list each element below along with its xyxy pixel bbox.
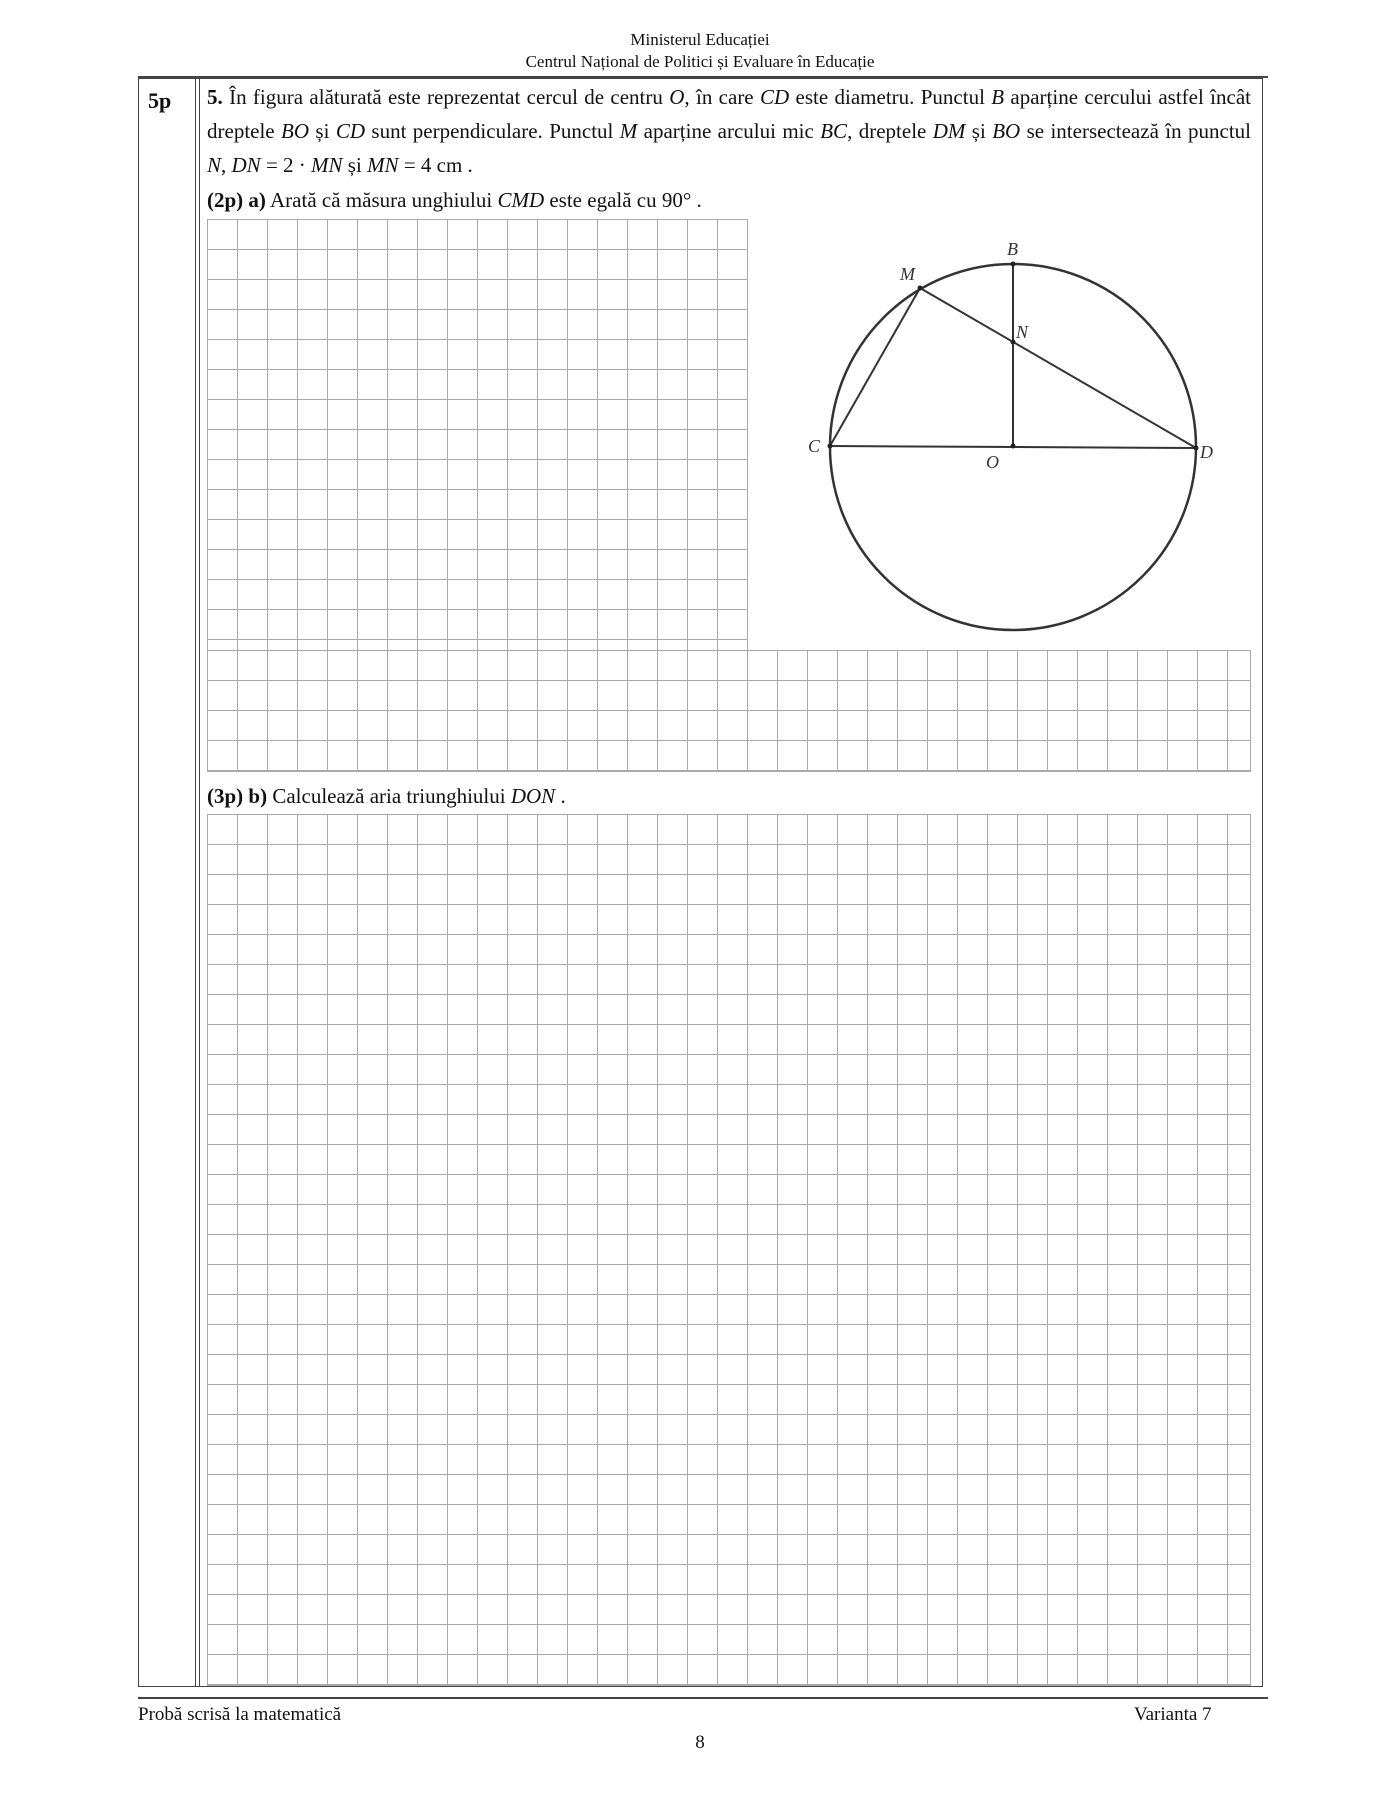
statement-text: se intersectează în punctul xyxy=(1020,119,1251,143)
question-a-label: (2p) a) xyxy=(207,188,266,212)
statement-text: și xyxy=(309,119,336,143)
footer-variant: Varianta 7 xyxy=(1134,1704,1212,1725)
statement-text: aparține cercului astfel încât dreptele xyxy=(207,85,1251,143)
math-symbol: CD xyxy=(759,85,790,109)
statement-text: , dreptele xyxy=(847,119,933,143)
label-b: B xyxy=(1007,239,1018,259)
math-symbol: CD xyxy=(335,119,365,143)
statement-text: sunt perpendiculare. Punctul xyxy=(365,119,620,143)
math-symbol: DM xyxy=(932,119,966,143)
problem-text xyxy=(207,85,1251,177)
label-m: M xyxy=(900,264,915,284)
statement-text: și xyxy=(965,119,993,143)
problem-statement xyxy=(207,80,1251,182)
center-header: Centrul Național de Politici și Evaluare în Educație xyxy=(525,52,875,71)
math-symbol: O xyxy=(669,85,685,109)
math-symbol: BO xyxy=(992,119,1021,143)
column-divider xyxy=(195,78,196,1687)
point-d xyxy=(1194,446,1199,451)
math-symbol: BO xyxy=(281,119,310,143)
statement-text: , în care xyxy=(684,85,760,109)
statement-text: este diametru. Punctul xyxy=(789,85,992,109)
ministry-header: Ministerul Educației xyxy=(630,30,770,49)
statement-text: = 2 · xyxy=(260,153,312,177)
label-o: O xyxy=(986,452,999,472)
question-b-math: DON xyxy=(510,784,556,808)
math-symbol: B xyxy=(991,85,1005,109)
statement-text: = 4 cm . xyxy=(398,153,473,177)
label-c: C xyxy=(808,436,821,456)
circle-figure xyxy=(790,230,1260,650)
label-d: D xyxy=(1200,442,1213,462)
math-symbol: MN xyxy=(311,153,343,177)
question-b-tail: . xyxy=(555,784,566,808)
point-b xyxy=(1011,262,1016,267)
statement-text: aparține arcului mic xyxy=(637,119,821,143)
page-number: 8 xyxy=(695,1732,705,1753)
math-symbol: M xyxy=(619,119,638,143)
point-o xyxy=(1011,444,1016,449)
point-c xyxy=(828,444,833,449)
question-b-text: Calculează aria triunghiului xyxy=(267,784,511,808)
column-divider-inner xyxy=(199,78,200,1687)
question-a-text: Arată că măsura unghiului xyxy=(265,188,498,212)
segment-md xyxy=(920,288,1196,448)
answer-grid-b[interactable] xyxy=(207,814,1251,1686)
question-a-tail: este egală cu 90° . xyxy=(544,188,702,212)
point-m xyxy=(918,286,923,291)
problem-number: 5. xyxy=(207,85,223,109)
question-b xyxy=(207,784,566,809)
answer-grid-a-lower[interactable] xyxy=(207,650,1251,772)
statement-text: , xyxy=(221,153,232,177)
footer-subject: Probă scrisă la matematică xyxy=(138,1704,342,1725)
question-a xyxy=(207,188,702,213)
math-symbol: BC xyxy=(820,119,848,143)
points-label: 5p xyxy=(148,88,172,113)
point-n xyxy=(1011,340,1016,345)
label-n: N xyxy=(1016,322,1029,342)
statement-text: și xyxy=(342,153,368,177)
question-a-math: CMD xyxy=(497,188,545,212)
bottom-rule xyxy=(138,1697,1268,1699)
answer-grid-a-upper[interactable] xyxy=(207,219,748,652)
segment-mc xyxy=(830,288,920,446)
math-symbol: N xyxy=(207,153,222,177)
math-symbol: MN xyxy=(367,153,399,177)
question-b-label: (3p) b) xyxy=(207,784,268,808)
statement-text: În figura alăturată este reprezentat cercul de centru xyxy=(222,85,670,109)
math-symbol: DN xyxy=(231,153,261,177)
